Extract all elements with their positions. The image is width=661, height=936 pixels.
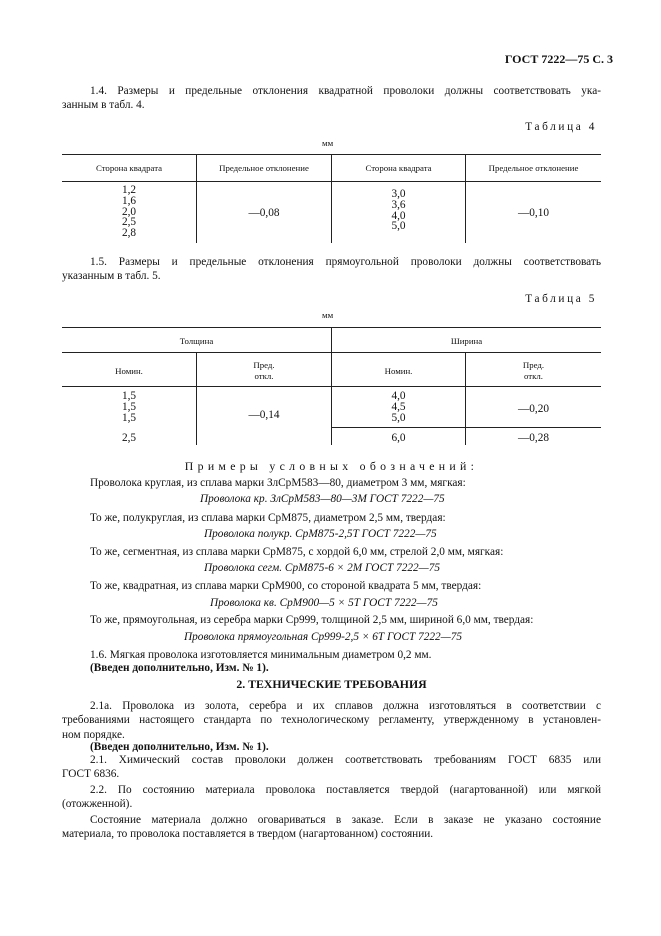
paragraph-1-5	[62, 255, 601, 284]
table5-cell: 5,0	[391, 412, 406, 424]
paragraph-2-2	[62, 783, 601, 812]
table5-cell: 1,5	[121, 401, 137, 413]
table5-cell: 1,5	[121, 412, 137, 424]
table4-cell: 2,0	[121, 205, 137, 218]
table5-group-thickness: Толщина	[179, 336, 214, 346]
paragraph-line: Состояние материала должно оговариваться в заказе. Если в заказе не указано состояние	[90, 814, 601, 826]
table5-group-width: Ширина	[450, 336, 483, 346]
example-text: Проволока круглая, из сплава марки ЗлСрМ583—80, диаметром 3 мм, мягкая:	[90, 477, 466, 489]
paragraph-line: 2.2. По состоянию материала проволока поставляется твердой (нагартованной) или мягкой	[90, 784, 601, 796]
table5-unit: мм	[322, 310, 334, 320]
amendment-note: (Введен дополнительно, Изм. № 1).	[90, 741, 269, 753]
paragraph-line: 2.1. Химический состав проволоки должен соответствовать требованиям ГОСТ 6835 или	[90, 754, 601, 766]
table5-sub-dev-line: Пред.	[253, 360, 275, 370]
paragraph-1-4	[62, 84, 601, 113]
table5-caption: Таблица 5	[525, 293, 597, 305]
example-code: Проволока сегм. СрМ875-6 × 2М ГОСТ 7222—75	[204, 562, 441, 574]
table4-unit: мм	[322, 138, 334, 148]
paragraph-line: ном порядке.	[62, 728, 125, 741]
table5-sub-dev-line: Пред.	[522, 360, 545, 370]
table4-col3	[332, 189, 465, 232]
table4-cell: 3,6	[391, 198, 406, 211]
table5-cell: —0,28	[517, 432, 550, 444]
table4-cell: 2,8	[121, 227, 137, 240]
table4-header: Сторона квадрата	[95, 163, 163, 173]
paragraph-line: указанным в табл. 5.	[62, 270, 161, 283]
table5-cell: 1,5	[121, 390, 137, 402]
section-2-title: 2. ТЕХНИЧЕСКИЕ ТРЕБОВАНИЯ	[236, 677, 427, 691]
paragraph-line: 1.4. Размеры и предельные отклонения квадратной проволоки должны соответствовать ука-	[90, 85, 601, 97]
example-text: То же, квадратная, из сплава марки СрМ900, со стороной квадрата 5 мм, твердая:	[90, 580, 482, 592]
paragraph-2-1a	[62, 699, 601, 742]
table5-sub-dev	[466, 360, 601, 382]
table5-cell: 4,0	[391, 390, 406, 402]
table4-cell: 1,6	[121, 194, 137, 207]
paragraph-1-6: 1.6. Мягкая проволока изготовляется минимальным диаметром 0,2 мм.	[90, 649, 432, 661]
table4-dev2: —0,10	[517, 207, 550, 219]
paragraph-2-1	[62, 753, 601, 782]
table4-cell: 5,0	[391, 220, 406, 233]
paragraph-line: материала, то проволока поставляется в твердом (нагартованном) состоянии.	[62, 828, 434, 841]
table5-cell: 6,0	[391, 432, 406, 444]
table4-header: Сторона квадрата	[365, 163, 432, 173]
page-header: ГОСТ 7222—75 С. 3	[504, 52, 613, 66]
amendment-note: (Введен дополнительно, Изм. № 1).	[90, 662, 269, 674]
paragraph-line: 2.1а. Проволока из золота, серебра и их сплавов должна изготовляться в соответствии с	[90, 700, 601, 712]
table5-width-dev: —0,20	[517, 403, 550, 415]
table4-cell: 4,0	[391, 209, 406, 222]
table5-sub-dev-line: откл.	[524, 371, 543, 381]
example-text: То же, полукруглая, из сплава марки СрМ875, диаметром 2,5 мм, твердая:	[90, 512, 446, 524]
table5-thick-dev: —0,14	[248, 409, 280, 421]
examples-title: Примеры условных обозначений:	[184, 459, 479, 473]
table4-cell: 2,5	[121, 216, 137, 229]
example-code: Проволока кр. ЗлСрМ583—80—3М ГОСТ 7222—75	[200, 493, 445, 505]
example-text: То же, сегментная, из сплава марки СрМ875, с хордой 6,0 мм, стрелой 2,0 мм, мягкая:	[90, 546, 504, 558]
table4-cell: 3,0	[391, 188, 406, 200]
paragraph-line: занным в табл. 4.	[62, 99, 145, 112]
example-code: Проволока прямоугольная Ср999-2,5 × 6Т ГОСТ 7222—75	[184, 631, 463, 643]
table5-thickness	[62, 391, 196, 424]
table5-sub-nom: Номин.	[115, 366, 143, 376]
table4-dev1: —0,08	[248, 207, 280, 219]
table4-header: Предельное отклонение	[488, 163, 579, 173]
paragraph-line: требованиями настоящего стандарта по технологическому регламенту, утвержденному в установлен-	[62, 714, 601, 727]
table4-col1	[62, 185, 196, 239]
table5-width	[332, 391, 465, 424]
table5-cell: 4,5	[391, 401, 406, 413]
example-code: Проволока полукр. СрМ875-2,5Т ГОСТ 7222—75	[204, 528, 437, 540]
table5-sub-dev	[197, 360, 331, 382]
table5-sub-nom: Номин.	[384, 366, 413, 376]
paragraph-line: (отожженной).	[62, 798, 133, 811]
table5-sub-dev-line: откл.	[254, 371, 274, 381]
paragraph-line: 1.5. Размеры и предельные отклонения прямоугольной проволоки должны соответствовать	[90, 256, 601, 268]
example-text: То же, прямоугольная, из серебра марки Ср999, толщиной 2,5 мм, шириной 6,0 мм, твердая:	[90, 614, 534, 626]
table4-cell: 1,2	[121, 184, 137, 196]
paragraph-state	[62, 813, 601, 842]
table5-row-rule	[332, 427, 601, 428]
table5-cell: 2,5	[121, 432, 137, 444]
paragraph-line: ГОСТ 6836.	[62, 768, 120, 781]
example-code: Проволока кв. СрМ900—5 × 5Т ГОСТ 7222—75	[210, 597, 438, 609]
table4-caption: Таблица 4	[525, 121, 597, 133]
table4-header: Предельное отклонение	[219, 163, 309, 173]
